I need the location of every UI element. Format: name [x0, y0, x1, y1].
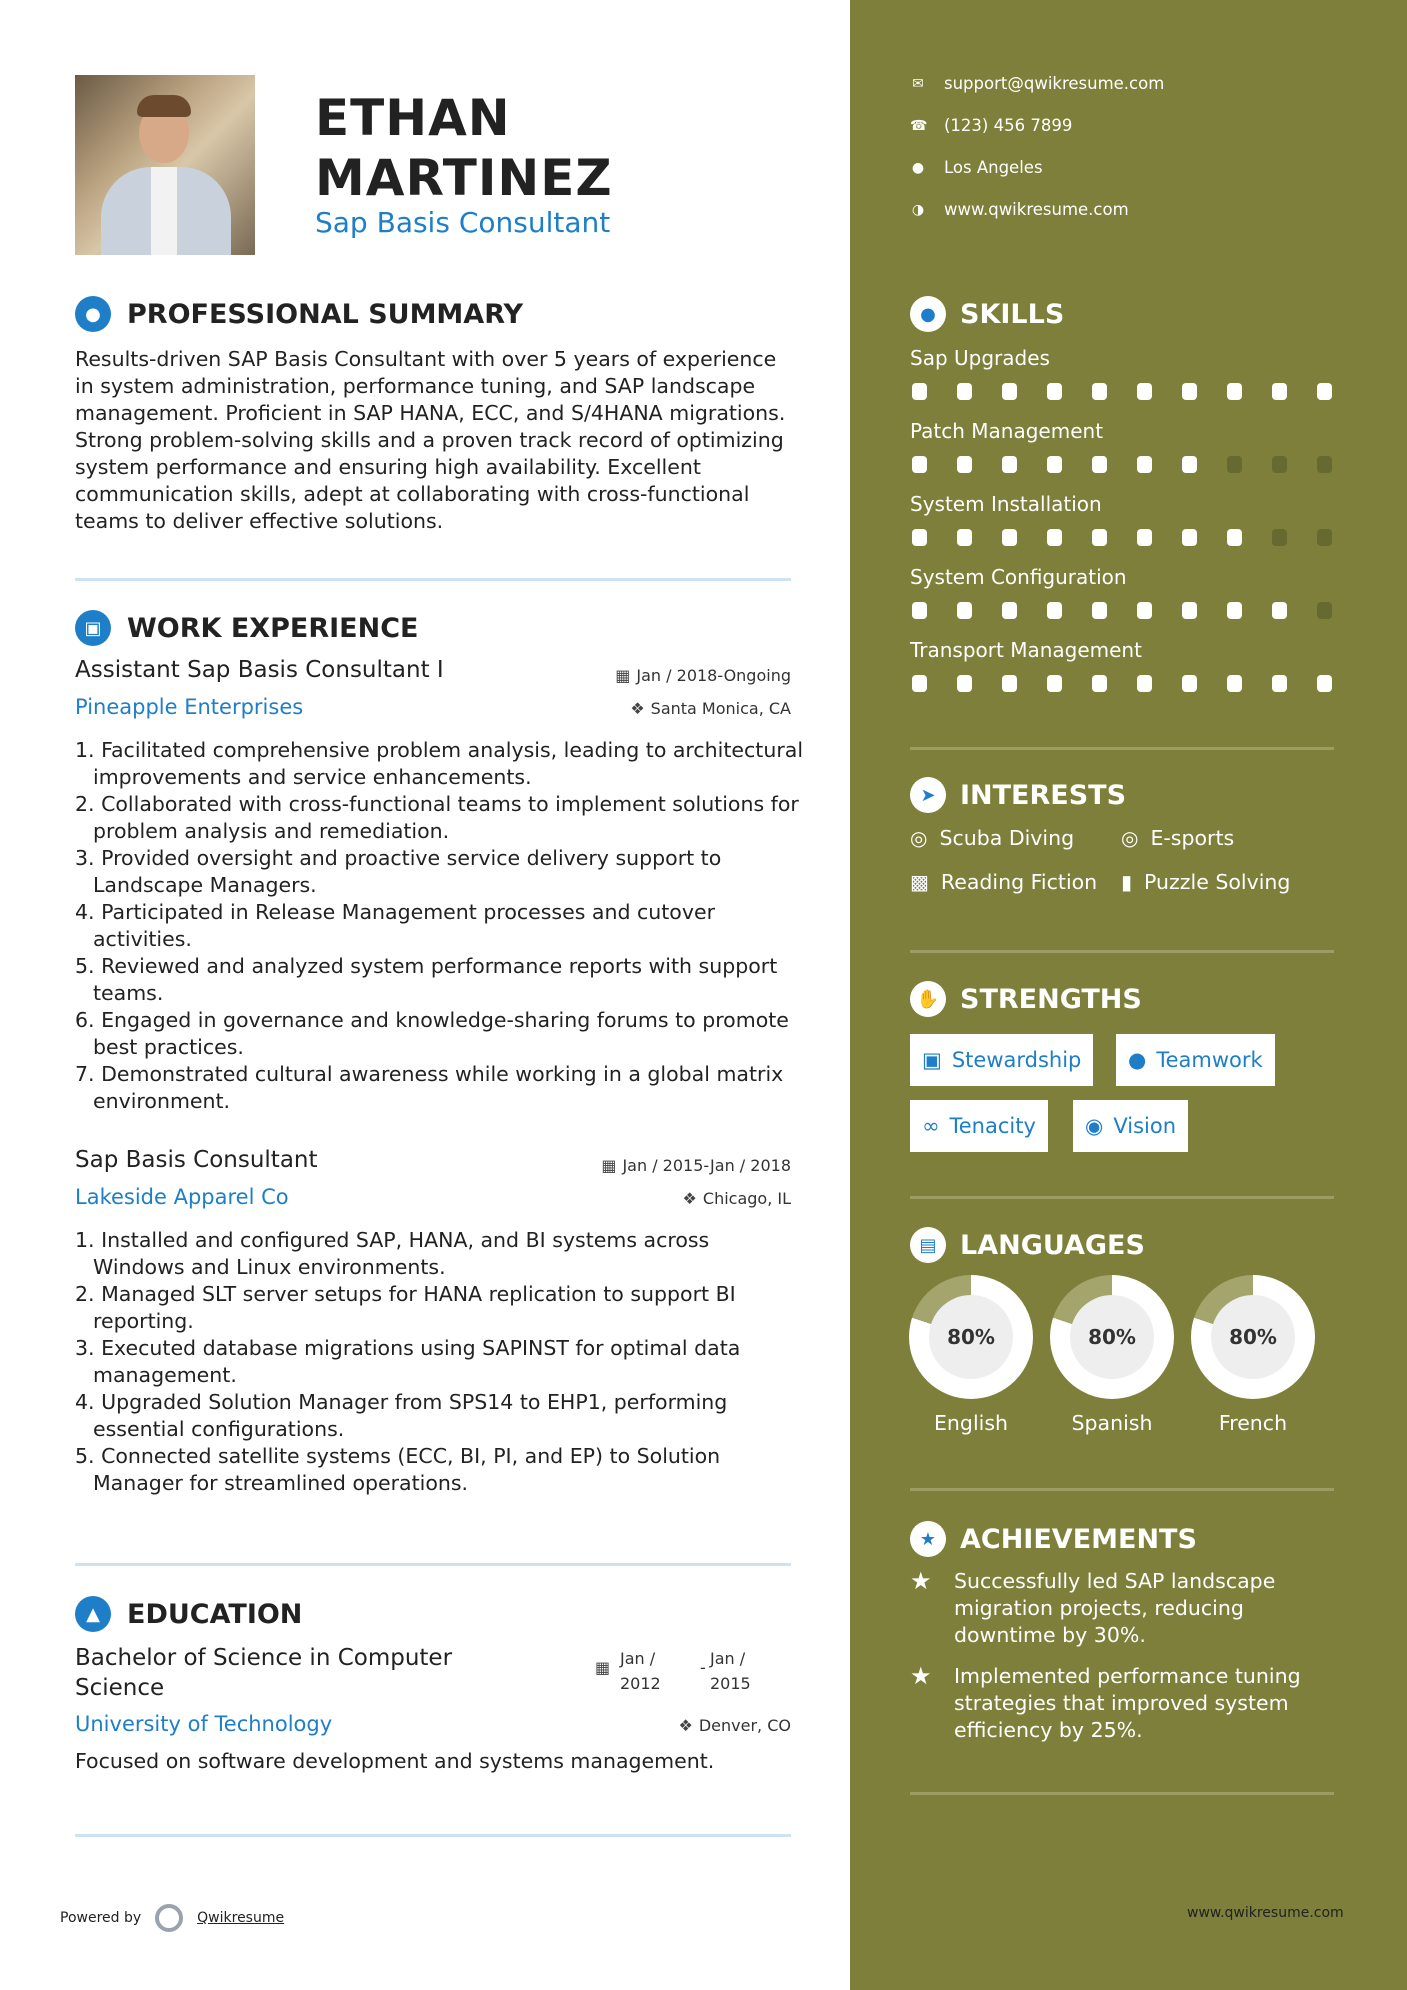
language-item: 80% Spanish [1050, 1275, 1174, 1435]
calendar-icon: ▦ [601, 1156, 617, 1175]
lightbulb-icon: ● [910, 296, 946, 332]
qwikresume-link[interactable]: Qwikresume [197, 1910, 285, 1926]
map-pin-icon: ● [911, 159, 925, 176]
duties-list [75, 1227, 805, 1497]
list-item: 4. Upgraded Solution Manager from SPS14 to EHP1, performing essential configurations. [75, 1390, 728, 1441]
interest-item: ◎ E-sports [1121, 826, 1235, 850]
divider [75, 1834, 791, 1837]
skill-dot [1047, 602, 1062, 619]
skill-dot [1137, 675, 1152, 692]
fist-icon: ✋ [910, 981, 946, 1017]
skill-rating [912, 383, 1332, 400]
language-icon: ▤ [910, 1227, 946, 1263]
strength-badge: ◉ Vision [1073, 1100, 1188, 1152]
interest-item: ▩ Reading Fiction [910, 870, 1098, 894]
skill-dot [1002, 529, 1017, 546]
skill-dot [1002, 602, 1017, 619]
summary-heading [75, 296, 523, 332]
skill-label: Sap Upgrades [910, 346, 1050, 370]
job-title: Assistant Sap Basis Consultant I [75, 657, 444, 683]
contact-email[interactable]: ✉ support@qwikresume.com [910, 74, 1164, 93]
language-item: 80% English [909, 1275, 1033, 1435]
degree: Bachelor of Science in Computer Science [75, 1645, 453, 1701]
graduation-cap-icon: ▲ [75, 1596, 111, 1632]
skill-dot [1317, 602, 1332, 619]
life-ring-icon: ◎ [910, 826, 928, 850]
job-location: ❖ Santa Monica, CA [630, 699, 791, 718]
skill-rating [912, 456, 1332, 473]
job-title: Sap Basis Consultant [75, 1147, 318, 1173]
achievements-heading: ★ ACHIEVEMENTS [910, 1521, 1197, 1557]
briefcase-icon: ▣ [75, 610, 111, 646]
divider [910, 1488, 1334, 1491]
skill-dot [957, 456, 972, 473]
skill-dot [1182, 383, 1197, 400]
languages-heading: ▤ LANGUAGES [910, 1227, 1145, 1263]
job-dates: ▦ Jan / 2018-Ongoing [615, 666, 791, 685]
skill-dot [1092, 456, 1107, 473]
contact-website[interactable]: ◑ www.qwikresume.com [911, 200, 1129, 219]
list-item: 7. Demonstrated cultural awareness while working in a global matrix environment. [75, 1062, 784, 1113]
name-line-2: MARTINEZ [315, 149, 613, 207]
skill-dot [1137, 602, 1152, 619]
candidate-name [315, 88, 613, 208]
skill-dot [1092, 529, 1107, 546]
language-ring: 80% [1050, 1275, 1174, 1399]
experience-title: WORK EXPERIENCE [127, 612, 419, 644]
interest-item: ◎ Scuba Diving [910, 826, 1075, 850]
skill-dot [1137, 529, 1152, 546]
skill-dot [1092, 383, 1107, 400]
skill-dot [1047, 675, 1062, 692]
pin-icon: ❖ [678, 1716, 693, 1735]
duties-list [75, 737, 805, 1115]
contact-phone[interactable]: ☎ (123) 456 7899 [910, 116, 1073, 135]
globe-icon: ◑ [911, 201, 925, 218]
skill-dot [1317, 675, 1332, 692]
skill-dot [912, 602, 927, 619]
qwikresume-logo-icon [155, 1904, 183, 1932]
pin-icon: ❖ [630, 699, 645, 718]
skill-dot [912, 675, 927, 692]
job-dates: ▦ Jan / 2015-Jan / 2018 [601, 1156, 791, 1175]
language-item: 80% French [1191, 1275, 1315, 1435]
skill-dot [1092, 675, 1107, 692]
profile-photo [75, 75, 255, 255]
skill-dot [1137, 456, 1152, 473]
achievement-item: ★ Implemented performance tuning strategies that improved system efficiency by 25%. [910, 1662, 1301, 1742]
skill-dot [1047, 529, 1062, 546]
divider [910, 1792, 1334, 1795]
divider [910, 1196, 1334, 1199]
date-separator: - [700, 1658, 706, 1677]
skill-dot [1272, 529, 1287, 546]
skill-dot [957, 383, 972, 400]
skill-rating [912, 602, 1332, 619]
life-ring-icon: ◎ [1121, 826, 1139, 850]
skill-dot [1272, 383, 1287, 400]
skill-dot [1272, 675, 1287, 692]
list-item: 6. Engaged in governance and knowledge-sharing forums to promote best practices. [75, 1008, 789, 1059]
divider [910, 950, 1334, 953]
footer-website[interactable]: www.qwikresume.com [1187, 1905, 1344, 1921]
education-description: Focused on software development and systems management. [75, 1749, 715, 1773]
job-location: ❖ Chicago, IL [682, 1189, 791, 1208]
company-name: Pineapple Enterprises [75, 695, 304, 719]
interest-item: ▮ Puzzle Solving [1121, 870, 1291, 894]
list-item: 2. Collaborated with cross-functional teams to implement solutions for problem analysis and remediation. [75, 792, 799, 843]
language-ring: 80% [909, 1275, 1033, 1399]
skill-dot [1227, 602, 1242, 619]
skill-dot [1182, 675, 1197, 692]
powered-by: Powered by Qwikresume [60, 1904, 284, 1932]
calendar-icon: ▦ [615, 666, 631, 685]
star-icon: ★ [910, 1567, 932, 1595]
list-item: 1. Installed and configured SAP, HANA, and BI systems across Windows and Linux environments. [75, 1228, 710, 1279]
school-name: University of Technology [75, 1712, 333, 1736]
skill-dot [912, 529, 927, 546]
skill-label: Patch Management [910, 419, 1104, 443]
skill-dot [1002, 675, 1017, 692]
skill-dot [1272, 602, 1287, 619]
skill-dot [1317, 529, 1332, 546]
list-item: 3. Executed database migrations using SAPINST for optimal data management. [75, 1336, 741, 1387]
envelope-icon: ✉ [912, 75, 924, 92]
gamepad-icon: ▩ [910, 870, 929, 894]
paper-plane-icon: ➤ [910, 777, 946, 813]
book-icon: ▮ [1121, 870, 1133, 894]
experience-heading [75, 610, 418, 646]
skill-dot [1227, 675, 1242, 692]
skill-dot [912, 456, 927, 473]
link-icon: ∞ [922, 1114, 940, 1138]
skill-dot [1317, 456, 1332, 473]
skill-dot [1227, 529, 1242, 546]
skill-dot [1317, 383, 1332, 400]
education-end-date: Jan / 2015 [710, 1649, 751, 1693]
skill-dot [1137, 383, 1152, 400]
users-icon: ● [1128, 1048, 1147, 1072]
skill-dot [1227, 456, 1242, 473]
divider [75, 578, 791, 581]
skill-label: Transport Management [910, 638, 1142, 662]
name-line-1: ETHAN [315, 89, 511, 147]
skill-dot [1182, 602, 1197, 619]
skill-dot [1227, 383, 1242, 400]
education-location: ❖ Denver, CO [678, 1716, 791, 1735]
skills-heading: ● SKILLS [910, 296, 1064, 332]
contact-location: ● Los Angeles [911, 158, 1043, 177]
skill-dot [1047, 456, 1062, 473]
strength-badge: ● Teamwork [1116, 1034, 1275, 1086]
list-item: 4. Participated in Release Management processes and cutover activities. [75, 900, 716, 951]
skill-dot [957, 675, 972, 692]
skill-label: System Configuration [910, 565, 1127, 589]
list-item: 1. Facilitated comprehensive problem analysis, leading to architectural improvements and service enhancements. [75, 738, 804, 789]
skill-label: System Installation [910, 492, 1102, 516]
skill-dot [957, 602, 972, 619]
skill-dot [1047, 383, 1062, 400]
toolbox-icon: ▣ [922, 1048, 942, 1072]
interests-heading: ➤ INTERESTS [910, 777, 1126, 813]
education-heading [75, 1596, 302, 1632]
skill-dot [912, 383, 927, 400]
binoculars-icon: ◉ [1085, 1114, 1104, 1138]
star-icon: ★ [910, 1662, 932, 1690]
strengths-heading: ✋ STRENGTHS [910, 981, 1142, 1017]
skill-dot [1272, 456, 1287, 473]
list-item: 3. Provided oversight and proactive service delivery support to Landscape Managers. [75, 846, 722, 897]
strength-badge: ▣ Stewardship [910, 1034, 1093, 1086]
phone-icon: ☎ [910, 117, 928, 134]
job-role: Sap Basis Consultant [315, 206, 611, 239]
divider [910, 747, 1334, 750]
education-title: EDUCATION [127, 1598, 303, 1630]
divider [75, 1563, 791, 1566]
pin-icon: ❖ [682, 1189, 697, 1208]
summary-text: Results-driven SAP Basis Consultant with over 5 years of experience in system administration, performance tuning, and SAP landscape management. Proficient in SAP HANA, ECC, and S/4HANA migrations. Strong problem-solving skills and a proven track record of optimizing system performance and ensuring high availability. Excellent communication skills, adept at collaborating with cross-functional teams to deliver effective solutions. [75, 347, 786, 533]
skill-dot [1002, 383, 1017, 400]
company-name: Lakeside Apparel Co [75, 1185, 289, 1209]
skill-dot [1182, 529, 1197, 546]
skill-rating [912, 529, 1332, 546]
list-item: 2. Managed SLT server setups for HANA replication to support BI reporting. [75, 1282, 736, 1333]
skill-rating [912, 675, 1332, 692]
achievement-item: ★ Successfully led SAP landscape migration projects, reducing downtime by 30%. [910, 1567, 1276, 1647]
user-icon: ● [75, 296, 111, 332]
strength-badge: ∞ Tenacity [910, 1100, 1048, 1152]
skill-dot [957, 529, 972, 546]
skill-dot [1182, 456, 1197, 473]
list-item: 5. Reviewed and analyzed system performance reports with support teams. [75, 954, 778, 1005]
language-ring: 80% [1191, 1275, 1315, 1399]
summary-title: PROFESSIONAL SUMMARY [127, 298, 524, 330]
list-item: 5. Connected satellite systems (ECC, BI, PI, and EP) to Solution Manager for streamlined operations. [75, 1444, 721, 1495]
calendar-icon: ▦ [595, 1658, 611, 1677]
skill-dot [1092, 602, 1107, 619]
skill-dot [1002, 456, 1017, 473]
star-badge-icon: ★ [910, 1521, 946, 1557]
education-start-date: Jan / 2012 [620, 1649, 661, 1693]
